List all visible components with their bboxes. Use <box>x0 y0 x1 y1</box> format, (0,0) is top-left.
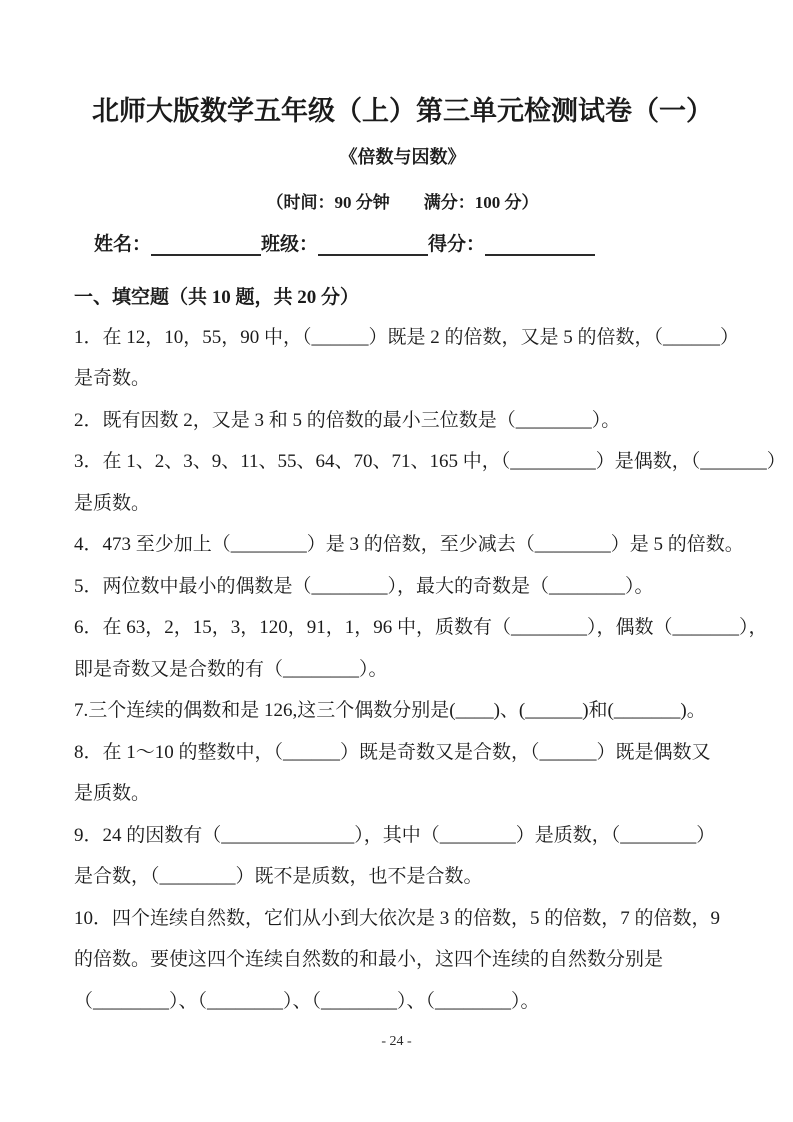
page-number: - 24 - <box>381 1034 412 1049</box>
question-8-line-2: 是质数。 <box>74 783 151 805</box>
name-label: 姓名： <box>94 233 152 255</box>
question-3-line-2: 是质数。 <box>74 492 151 514</box>
question-6-line-1: 6．在 63，2，15，3，120，91，1，96 中，质数有（________），偶数（_______）， <box>74 617 768 639</box>
question-9-line-2: 是合数，（________）既不是质数，也不是合数。 <box>74 866 483 888</box>
question-8-line-1: 8．在 1～10 的整数中，（______）既是奇数又是合数，（______）既是偶数又 <box>74 741 711 763</box>
name-blank <box>151 233 261 256</box>
question-9-line-1: 9．24 的因数有（______________），其中（________）是质数，（________） <box>74 824 716 846</box>
question-10-line-3: （________）、（________）、（________）、（________）。 <box>74 990 540 1012</box>
page-title: 北师大版数学五年级（上）第三单元检测试卷（一） <box>92 96 713 126</box>
question-3-line-1: 3．在 1、2、3、9、11、55、64、70、71、165 中，（_________）是偶数，（_______） <box>74 451 786 473</box>
question-6-line-2: 即是奇数又是合数的有（________）。 <box>74 658 388 680</box>
class-label: 班级： <box>261 233 319 255</box>
question-1-line-2: 是奇数。 <box>74 368 151 390</box>
question-1-line-1: 1．在 12，10，55，90 中，（______）既是 2 的倍数，又是 5 的倍数，（______） <box>74 326 740 348</box>
score-label: 得分： <box>428 233 486 255</box>
section-1-header: 一、填空题（共 10 题，共 20 分） <box>74 286 360 308</box>
question-4-line-1: 4．473 至少加上（________）是 3 的倍数，至少减去（________）是 5 的倍数。 <box>74 534 744 556</box>
question-7-line-1: 7.三个连续的偶数和是 126,这三个偶数分别是(____)、(______)和(_______)。 <box>74 700 706 722</box>
question-5-line-1: 5．两位数中最小的偶数是（________），最大的奇数是（________）。 <box>74 575 654 597</box>
score-blank <box>485 233 595 256</box>
class-blank <box>318 233 428 256</box>
exam-time-score-meta: （时间：90 分钟 满分：100 分） <box>266 192 539 212</box>
questions-block <box>74 317 786 1023</box>
page-subtitle: 《倍数与因数》 <box>339 146 466 167</box>
student-info-line <box>74 229 731 256</box>
question-10-line-1: 10．四个连续自然数，它们从小到大依次是 3 的倍数，5 的倍数，7 的倍数，9 <box>74 907 721 929</box>
question-10-line-2: 的倍数。要使这四个连续自然数的和最小，这四个连续的自然数分别是 <box>74 949 664 971</box>
question-2-line-1: 2．既有因数 2，又是 3 和 5 的倍数的最小三位数是（________）。 <box>74 409 621 431</box>
